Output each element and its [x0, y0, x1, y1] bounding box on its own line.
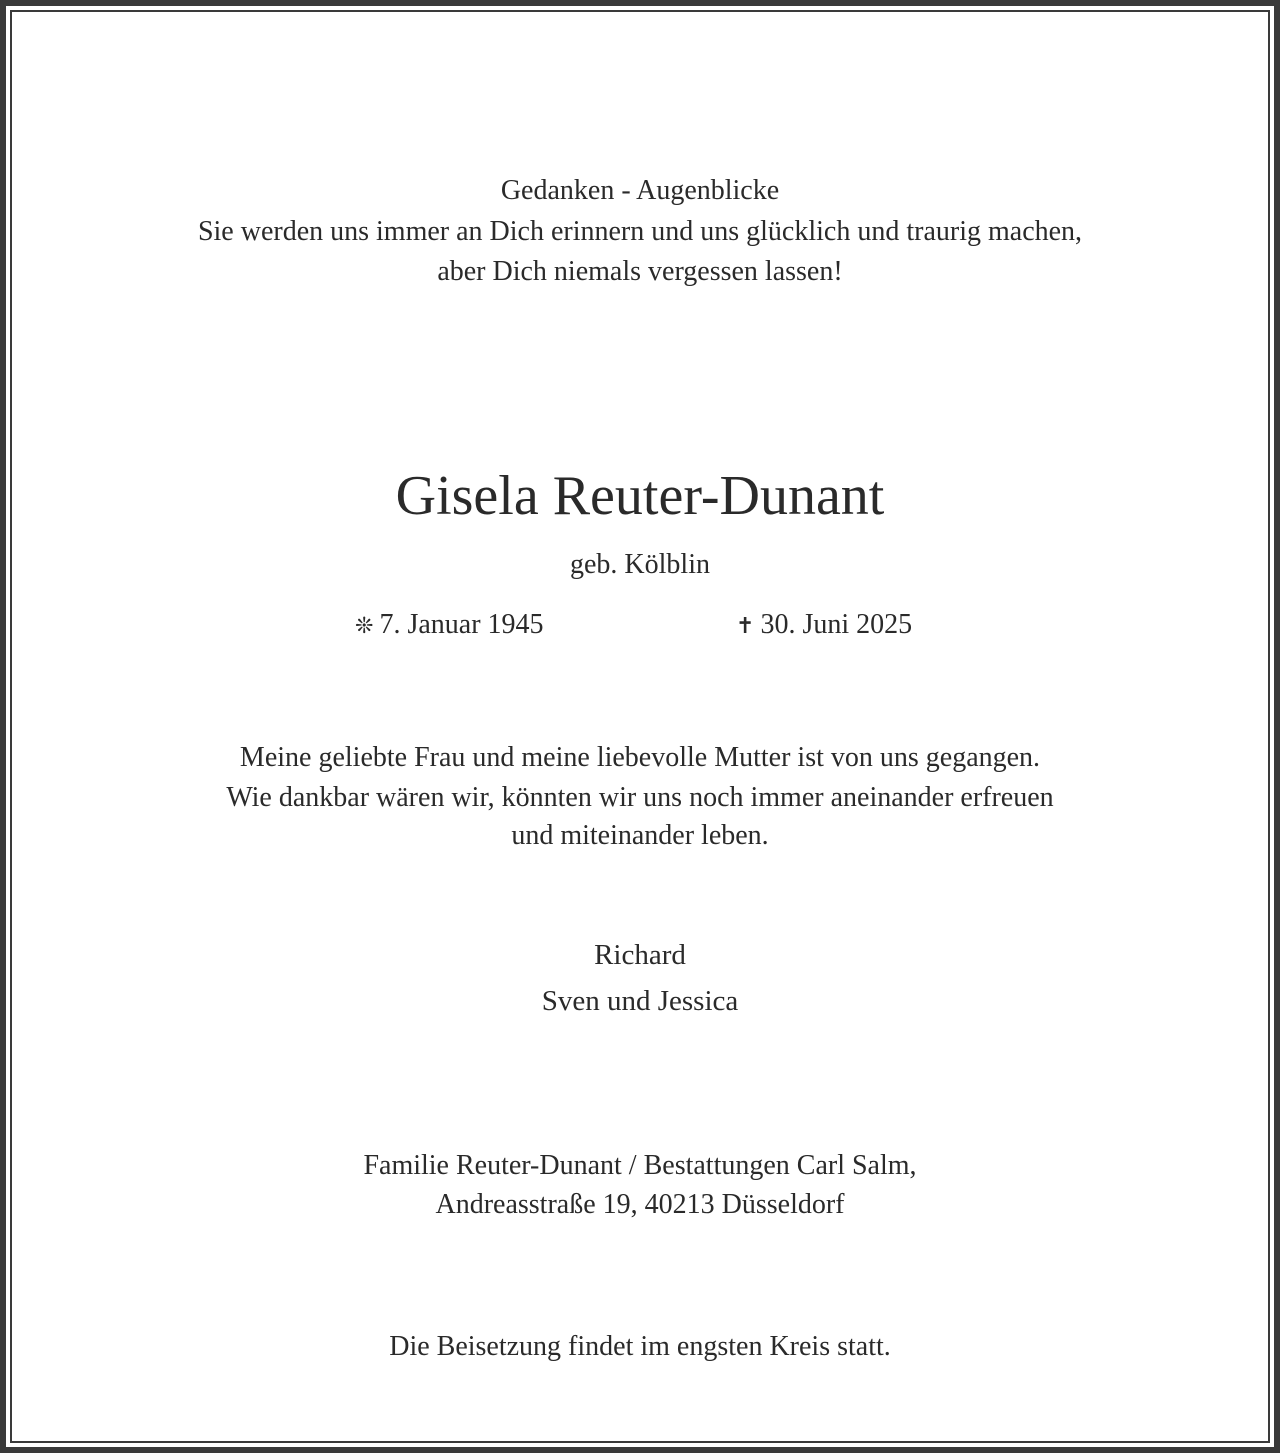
motto-line-1: Gedanken - Augenblicke — [500, 175, 780, 206]
funeral-note: Die Beisetzung findet im engsten Kreis statt. — [389, 1331, 891, 1362]
cross-icon: ✝ — [736, 614, 755, 639]
message-line-2: Wie dankbar wären wir, könnten wir uns noch immer aneinander erfreuen — [226, 782, 1054, 813]
death-date: 30. Juni 2025 — [760, 609, 913, 640]
star-icon: ❊ — [355, 614, 374, 639]
message-line-3: und miteinander leben. — [511, 820, 769, 851]
mourner-2: Sven und Jessica — [541, 985, 739, 1017]
mourner-1: Richard — [594, 939, 686, 971]
birth-date: 7. Januar 1945 — [379, 609, 544, 640]
message-line-1: Meine geliebte Frau und meine liebevolle Mutter ist von uns gegangen. — [239, 742, 1041, 773]
birth-name: geb. Kölblin — [570, 549, 710, 580]
death-date-row — [736, 608, 912, 644]
contact-line-1: Familie Reuter-Dunant / Bestattungen Carl Salm, — [363, 1150, 917, 1181]
contact-line-2: Andreasstraße 19, 40213 Düsseldorf — [435, 1189, 845, 1220]
deceased-name: Gisela Reuter-Dunant — [395, 465, 885, 527]
motto-line-3: aber Dich niemals vergessen lassen! — [437, 256, 843, 287]
birth-date-row — [355, 608, 544, 644]
motto-line-2: Sie werden uns immer an Dich erinnern und uns glücklich und traurig machen, — [197, 216, 1083, 247]
